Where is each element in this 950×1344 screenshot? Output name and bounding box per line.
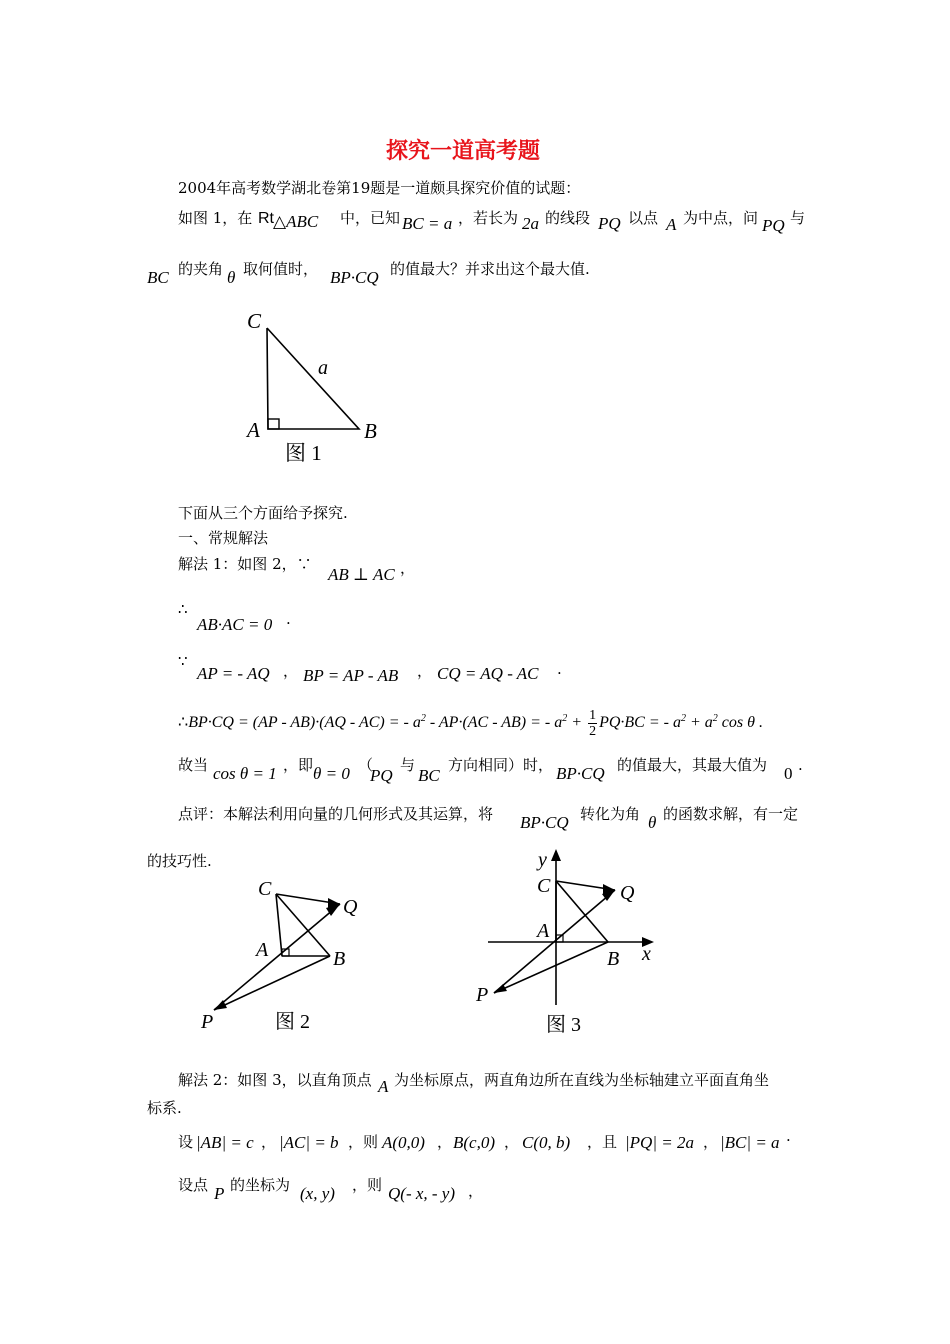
fig3-caption: 图 3 <box>546 1014 581 1036</box>
problem-text: ，若长为 <box>458 209 519 227</box>
punct: ， <box>261 1133 277 1151</box>
math-bc-eq-a: BC = a <box>402 214 453 233</box>
punct: ， <box>400 559 416 577</box>
sol2-text: ，则 <box>348 1133 379 1151</box>
math-pq-2a: |PQ| = 2a <box>625 1133 694 1152</box>
fig3-label-c: C <box>537 875 551 897</box>
eq-sup: 2 <box>712 712 718 724</box>
math-dot-bp-cq: BP·CQ <box>520 813 569 832</box>
fig1-label-a-side: a <box>318 357 328 379</box>
fig2-label-a: A <box>256 939 269 961</box>
therefore-symbol: ∴ <box>178 600 188 618</box>
math-bp: BP = AP - AB <box>303 666 399 685</box>
punct: ， <box>468 1182 484 1200</box>
comment-text: 的技巧性. <box>147 852 212 870</box>
comment-text: 转化为角 <box>580 805 641 823</box>
punct: ， <box>417 662 433 680</box>
eq-part: BP·CQ = (AP - AB)·(AQ - AC) = - a <box>188 714 421 732</box>
fig2-label-b: B <box>333 948 346 970</box>
because-symbol: ∵ <box>178 652 188 670</box>
sol2-text: ，则 <box>352 1176 383 1194</box>
fig3-label-q: Q <box>620 882 635 904</box>
math-2a: 2a <box>522 214 539 233</box>
math-ac-b: |AC| = b <box>279 1133 339 1152</box>
math-a: A <box>666 215 677 234</box>
page-title: 探究一道高考题 <box>386 138 541 164</box>
sol2-text: 的坐标为 <box>230 1176 291 1194</box>
punct: . <box>798 756 803 774</box>
fig3-label-p: P <box>476 984 489 1006</box>
fig2-caption: 图 2 <box>275 1011 310 1033</box>
problem-text: 为中点，问 <box>683 209 759 227</box>
punct: ， <box>504 1133 520 1151</box>
fig2-label-c: C <box>258 878 272 900</box>
eq-sup: 2 <box>680 712 686 724</box>
section-heading: 一、常规解法 <box>178 529 269 547</box>
math-pq: PQ <box>762 216 785 235</box>
sol2-text: ，且 <box>587 1133 618 1151</box>
sol2-text: 为坐标原点，两直角边所在直线为坐标轴建立平面直角坐 <box>394 1071 770 1089</box>
figure-3 <box>470 845 670 1045</box>
problem-text: 的值最大？并求出这个最大值. <box>390 260 590 278</box>
problem-text: 以点 <box>628 209 659 227</box>
triangle-abc: △ABC <box>273 212 319 231</box>
math-p: P <box>214 1184 225 1203</box>
math-bc-a: |BC| = a <box>720 1133 780 1152</box>
fig2-label-q: Q <box>343 896 358 918</box>
math-a00: A(0,0) <box>382 1133 425 1152</box>
punct: . <box>286 610 291 628</box>
comment-text: 点评：本解法利用向量的几何形式及其运算，将 <box>178 805 494 823</box>
math-a: A <box>378 1077 389 1096</box>
fig1-label-a: A <box>247 418 260 442</box>
problem-text: 如图 1，在 <box>178 209 253 227</box>
eq-part: + <box>567 714 587 732</box>
problem-text: 与 <box>790 209 806 227</box>
math-bc: BC <box>418 766 440 785</box>
math-perp: AB ⊥ AC <box>328 565 395 584</box>
comment-text: 的函数求解，有一定 <box>663 805 799 823</box>
math-theta0: θ = 0 <box>313 764 350 783</box>
fig1-caption: 图 1 <box>285 441 322 465</box>
punct: ， <box>437 1133 453 1151</box>
fig3-label-x: x <box>642 943 651 965</box>
sol1-text: ，即 <box>283 756 314 774</box>
math-ap: AP = - AQ <box>197 664 270 683</box>
math-bc: BC <box>147 268 169 287</box>
eq-part: - AP·(AC - AB) = - a <box>425 714 563 732</box>
fig3-label-b: B <box>607 948 620 970</box>
eq-part: + a <box>685 714 713 732</box>
math-q-coord: Q(- x, - y) <box>388 1184 456 1203</box>
intro-line: 2004年高考数学湖北卷第19题是一道颇具探究价值的试题： <box>178 179 581 197</box>
explore-line: 下面从三个方面给予探究. <box>178 504 348 522</box>
fig3-label-a: A <box>537 920 550 942</box>
math-cq: CQ = AQ - AC <box>437 664 539 683</box>
therefore-symbol: ∴ <box>178 714 189 732</box>
math-bc0: B(c,0) <box>453 1133 496 1152</box>
punct: · <box>786 1131 791 1149</box>
sol2-text: 标系. <box>147 1099 182 1117</box>
math-dot-zero: AB·AC = 0 <box>197 615 273 634</box>
sol1-text: （ <box>358 756 374 774</box>
math-theta: θ <box>648 813 657 832</box>
sol1-text: 的值最大，其最大值为 <box>617 756 768 774</box>
math-dot-bp-cq: BP·CQ <box>330 268 379 287</box>
eq-sup: 2 <box>562 712 568 724</box>
sol1-text: 方向相同）时， <box>448 756 554 774</box>
fig1-label-c: C <box>247 309 262 333</box>
punct: ， <box>283 662 299 680</box>
problem-text: 取何值时， <box>243 260 319 278</box>
sol1-heading: 解法 1：如图 2，∵ <box>178 555 312 573</box>
eq-part: PQ·BC = - a <box>599 714 681 732</box>
fraction-half <box>588 708 597 739</box>
sol2-text: 设点 <box>178 1176 209 1194</box>
fraction-denominator: 2 <box>589 724 597 739</box>
punct: ， <box>703 1133 719 1151</box>
rt-label: Rt <box>258 210 274 227</box>
math-xy: (x, y) <box>300 1184 335 1203</box>
fig1-label-b: B <box>364 419 377 443</box>
math-c0b: C(0, b) <box>522 1133 571 1152</box>
math-ab-c: |AB| = c <box>196 1133 254 1152</box>
problem-text: 中，已知 <box>340 209 401 227</box>
fig2-label-p: P <box>201 1011 214 1033</box>
fraction-numerator: 1 <box>589 708 597 723</box>
math-pq: PQ <box>370 766 393 785</box>
math-pq: PQ <box>598 214 621 233</box>
problem-text: 的夹角 <box>178 260 224 278</box>
fig3-label-y: y <box>538 849 547 871</box>
figure-2 <box>190 870 370 1040</box>
punct: . <box>557 660 562 678</box>
problem-text: 的线段 <box>545 209 591 227</box>
eq-part: cos θ . <box>717 714 763 732</box>
eq-sup: 2 <box>420 712 426 724</box>
math-cos1: cos θ = 1 <box>213 764 277 783</box>
sol2-text: 设 <box>178 1133 194 1151</box>
sol2-text: 解法 2：如图 3，以直角顶点 <box>178 1071 372 1089</box>
sol1-when: 故当 <box>178 756 209 774</box>
figure-1 <box>240 305 390 470</box>
math-theta: θ <box>227 268 236 287</box>
long-equation <box>178 708 763 739</box>
sol1-text: 与 <box>400 756 416 774</box>
math-dot-bp-cq: BP·CQ <box>556 764 605 783</box>
math-zero: 0 <box>784 764 793 783</box>
